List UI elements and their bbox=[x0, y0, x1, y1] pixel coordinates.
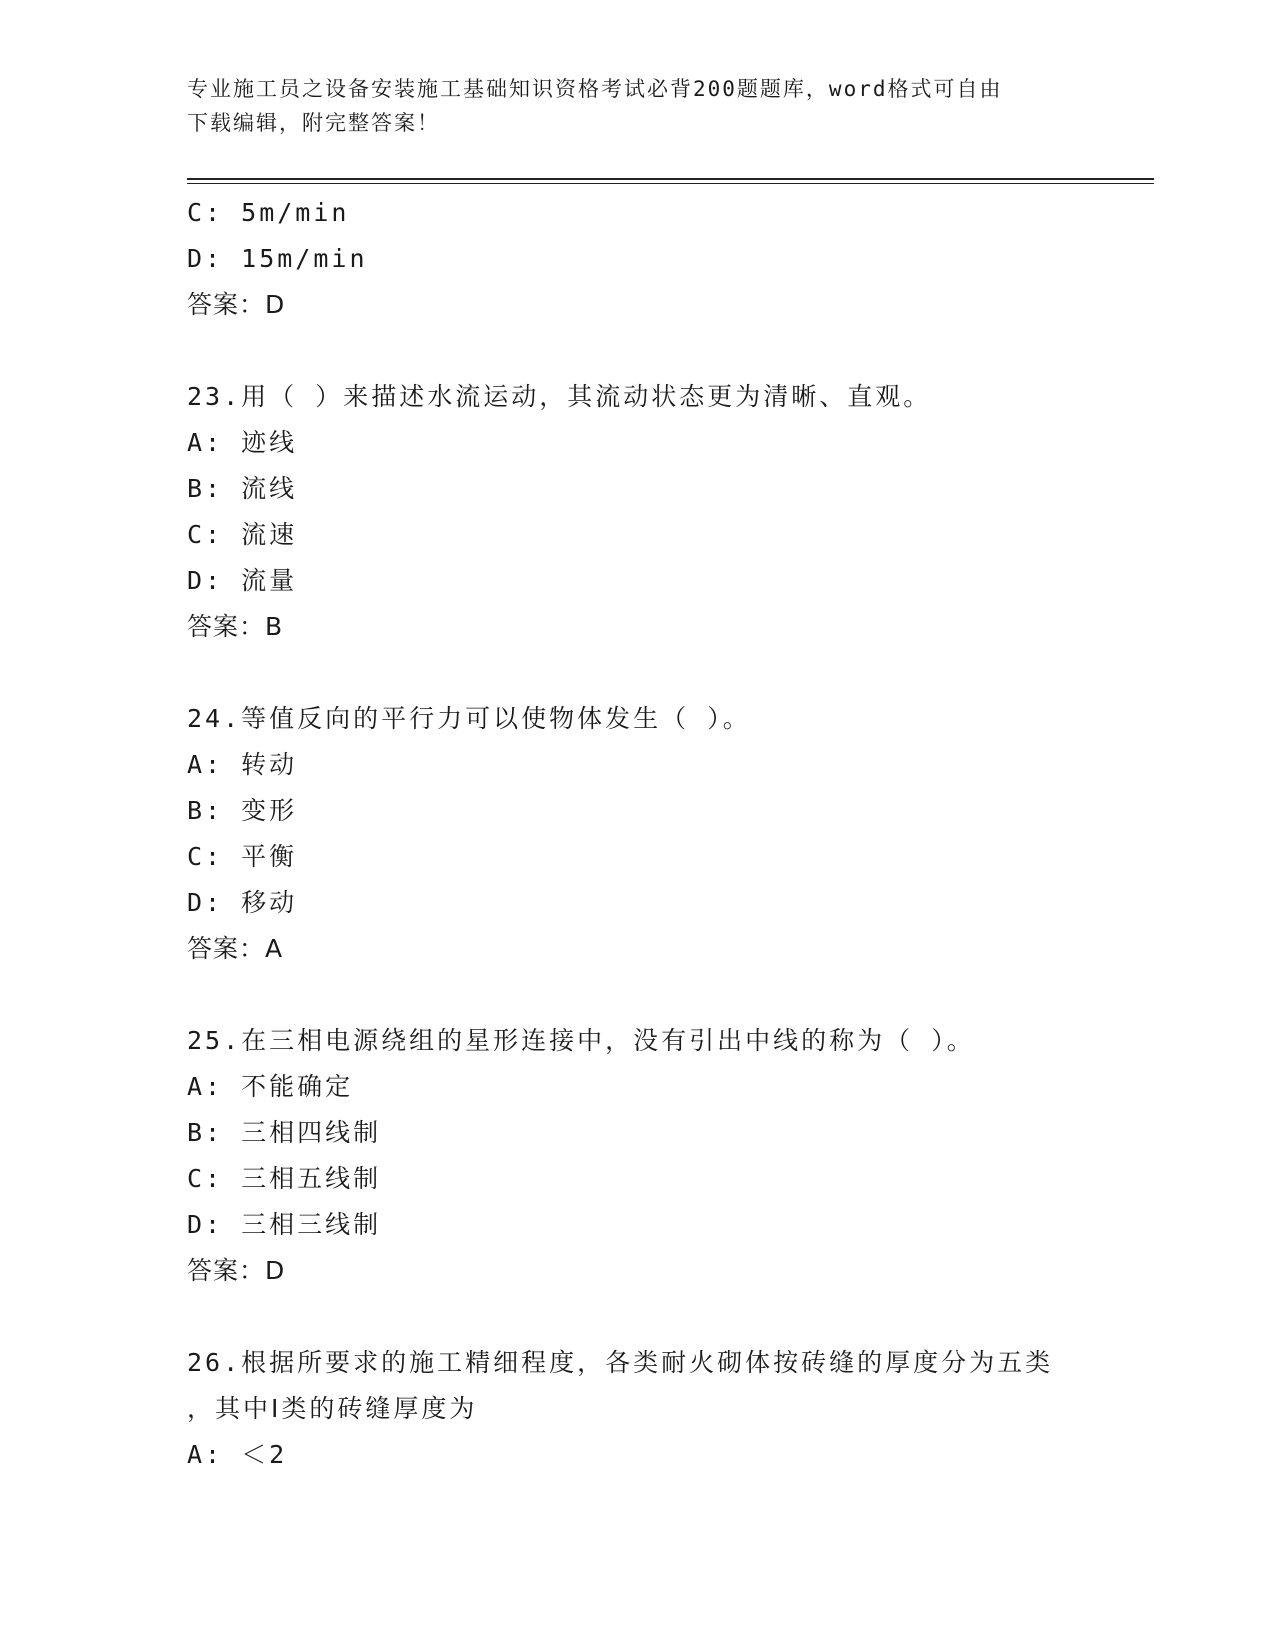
option-d: D: 流量 bbox=[187, 566, 298, 595]
question-stem: 26.根据所要求的施工精细程度，各类耐火砌体按砖缝的厚度分为五类 bbox=[187, 1348, 1054, 1377]
question-stem: 23.用（ ）来描述水流运动，其流动状态更为清晰、直观。 bbox=[187, 382, 932, 411]
answer-line: 答案：B bbox=[187, 612, 284, 641]
question-stem: 24.等值反向的平行力可以使物体发生（ ）。 bbox=[187, 704, 751, 733]
option-c: C: 三相五线制 bbox=[187, 1164, 382, 1193]
spacer bbox=[187, 650, 1087, 696]
option-c: C: 流速 bbox=[187, 520, 298, 549]
option-a: A: 转动 bbox=[187, 750, 298, 779]
option-a: A: 不能确定 bbox=[187, 1072, 354, 1101]
option-d: D: 三相三线制 bbox=[187, 1210, 382, 1239]
spacer bbox=[187, 1294, 1087, 1340]
spacer bbox=[187, 328, 1087, 374]
answer-line: 答案：D bbox=[187, 1256, 286, 1285]
question-stem: 25.在三相电源绕组的星形连接中，没有引出中线的称为（ ）。 bbox=[187, 1026, 975, 1055]
option-c: C: 5m/min bbox=[187, 198, 350, 227]
option-b: B: 三相四线制 bbox=[187, 1118, 382, 1147]
option-c: C: 平衡 bbox=[187, 842, 298, 871]
option-d: D: 移动 bbox=[187, 888, 298, 917]
option-a: A: 迹线 bbox=[187, 428, 298, 457]
answer-line: 答案：D bbox=[187, 290, 286, 319]
question-list bbox=[187, 190, 1087, 1478]
header-line-2: 下载编辑，附完整答案！ bbox=[187, 111, 440, 135]
option-a: A: ＜2 bbox=[187, 1440, 288, 1469]
header-divider-thin bbox=[187, 183, 1154, 184]
question-stem-continued: ，其中Ⅰ类的砖缝厚度为 bbox=[187, 1394, 478, 1423]
spacer bbox=[187, 972, 1087, 1018]
option-d: D: 15m/min bbox=[187, 244, 368, 273]
header-line-1: 专业施工员之设备安装施工基础知识资格考试必背200题题库，word格式可自由 bbox=[187, 77, 1003, 101]
answer-line: 答案：A bbox=[187, 934, 284, 963]
option-b: B: 流线 bbox=[187, 474, 298, 503]
document-header bbox=[187, 72, 1067, 140]
header-divider-thick bbox=[187, 178, 1154, 180]
option-b: B: 变形 bbox=[187, 796, 298, 825]
